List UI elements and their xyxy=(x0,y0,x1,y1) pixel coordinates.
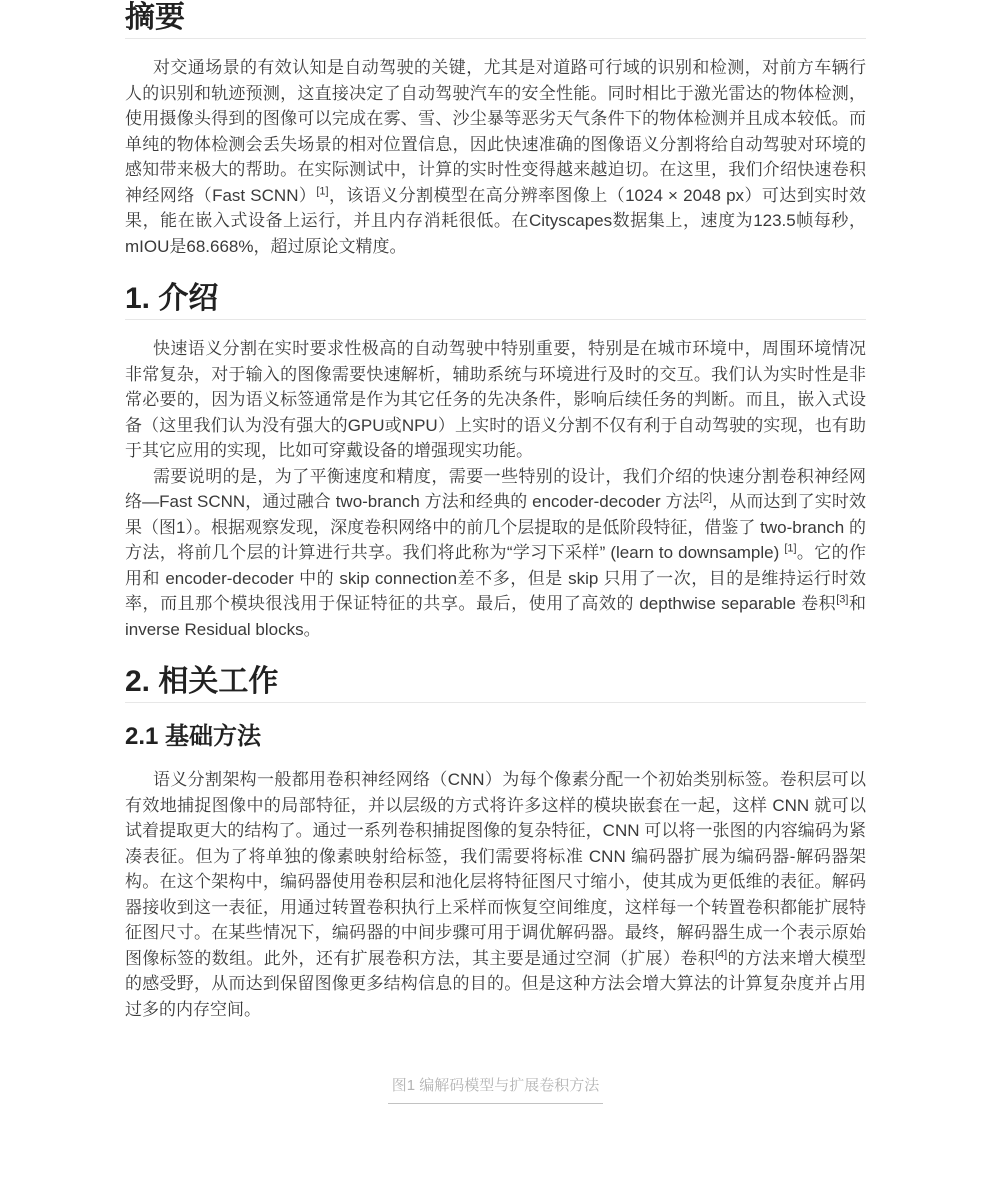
intro-paragraph-1: 快速语义分割在实时要求性极高的自动驾驶中特别重要，特别是在城市环境中，周围环境情况非常复杂，对于输入的图像需要快速解析，辅助系统与环境进行及时的交互。我们认为实时性是非常必要的，因为语义标签通常是作为其它任务的先决条件，影响后续任务的判断。而且，嵌入式设备（这里我们认为没有强大的GPU或NPU）上实时的语义分割不仅有利于自动驾驶的实现，也有助于其它应用的实现，比如可穿戴设备的增强现实功能。 xyxy=(125,339,866,460)
article-content xyxy=(125,0,866,1104)
related-work-subheading: 2.1 基础方法 xyxy=(125,723,262,750)
citation-ref: [1] xyxy=(316,184,329,197)
citation-ref: [2] xyxy=(699,491,712,504)
figure-1-block xyxy=(125,1072,866,1104)
intro-heading: 1. 介绍 xyxy=(125,283,866,320)
citation-ref: [3] xyxy=(836,593,849,606)
intro-paragraph-2: 需要说明的是，为了平衡速度和精度，需要一些特别的设计，我们介绍的快速分割卷积神经网络—Fast SCNN，通过融合 two-branch 方法和经典的 encoder-decoder 方法[2]，从而达到了实时效果（图1）。根据观察发现，深度卷积网络中的前几个层提取的是低阶段特征，借鉴了 two-branch 的方法，将前几个层的计算进行共享。我们将此称为“学习下采样” (learn to downsample) [1]。它的作用和 encoder-decoder 中的 skip connection差不多，但是 skip 只用了一次，目的是维持运行时效率，而且那个模块很浅用于保证特征的共享。最后，使用了高效的 depthwise separable 卷积[3]和 inverse Residual blocks。 xyxy=(125,466,867,639)
citation-ref: [1] xyxy=(784,542,797,555)
abstract-heading: 摘要 xyxy=(125,2,866,39)
figure-1-caption: 图1 编解码模型与扩展卷积方法 xyxy=(388,1076,604,1104)
related-work-heading: 2. 相关工作 xyxy=(125,666,866,703)
citation-ref: [4] xyxy=(714,947,728,960)
related-work-paragraph: 语义分割架构一般都用卷积神经网络（CNN）为每个像素分配一个初始类别标签。卷积层可以有效地捕捉图像中的局部特征，并以层级的方式将许多这样的模块嵌套在一起，这样 CNN 就可以试着提取更大的结构了。通过一系列卷积捕捉图像的复杂特征，CNN 可以将一张图的内容编码为紧凑表征。但为了将单独的像素映射给标签，我们需要将标准 CNN 编码器扩展为编码器-解码器架构。在这个架构中，编码器使用卷积层和池化层将特征图尺寸缩小，使其成为更低维的表征。解码器接收到这一表征，用通过转置卷积执行上采样而恢复空间维度，这样每一个转置卷积都能扩展特征图尺寸。在某些情况下，编码器的中间步骤可用于调优解码器。最终，解码器生成一个表示原始图像标签的数组。此外，还有扩展卷积方法，其主要是通过空洞（扩展）卷积[4]的方法来增大模型的感受野，从而达到保留图像更多结构信息的目的。但是这种方法会增大算法的计算复杂度并占用过多的内存空间。 xyxy=(125,770,866,1019)
abstract-paragraph: 对交通场景的有效认知是自动驾驶的关键，尤其是对道路可行域的识别和检测，对前方车辆行人的识别和轨迹预测，这直接决定了自动驾驶汽车的安全性能。同时相比于激光雷达的物体检测，使用摄像头得到的图像可以完成在雾、雪、沙尘暴等恶劣天气条件下的物体检测并且成本较低。而单纯的物体检测会丢失场景的相对位置信息，因此快速准确的图像语义分割将给自动驾驶对环境的感知带来极大的帮助。在实际测试中，计算的实时性变得越来越迫切。在这里，我们介绍快速卷积神经网络（Fast SCNN）[1]，该语义分割模型在高分辨率图像上（1024 × 2048 px）可达到实时效果，能在嵌入式设备上运行，并且内存消耗很低。在Cityscapes数据集上，速度为123.5帧每秒，mIOU是68.668%，超过原论文精度。 xyxy=(125,58,866,256)
